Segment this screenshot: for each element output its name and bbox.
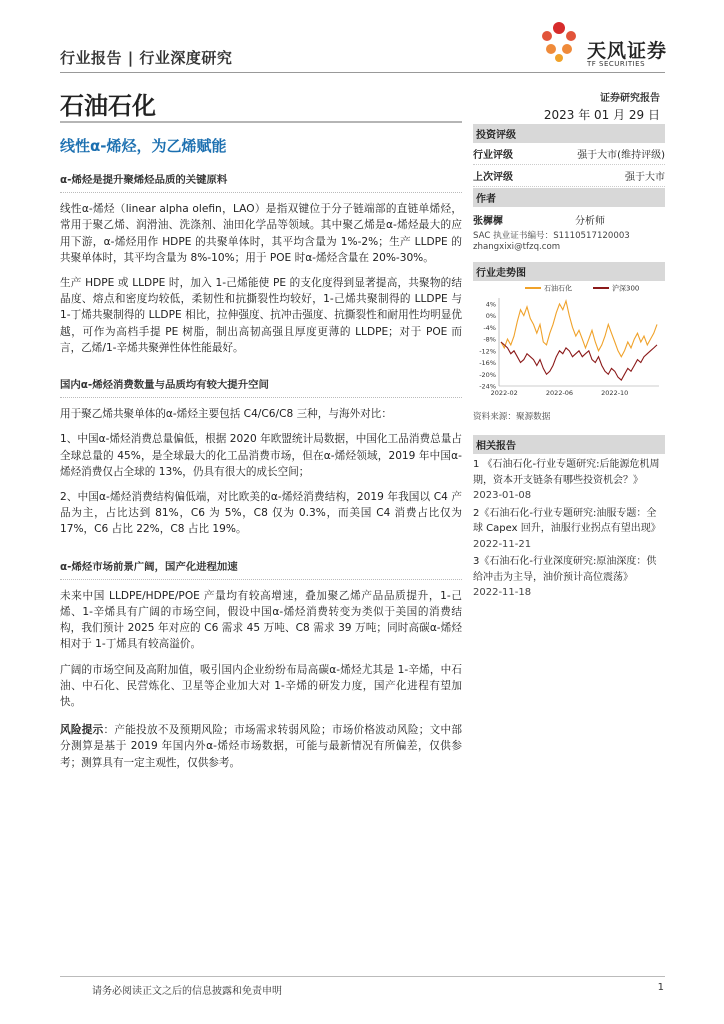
rating-heading: 投资评级: [473, 124, 665, 143]
x-tick-label: 2022-02: [490, 389, 518, 397]
section-heading: 国内α-烯烃消费数量与品质均有较大提升空间: [60, 377, 462, 398]
brand-subname: TF SECURITIES: [587, 60, 646, 68]
rating-row: [473, 165, 665, 187]
doc-type: 行业报告 | 行业深度研究: [60, 49, 233, 67]
risk-warning: [60, 722, 462, 771]
analyst-title: 分析师: [575, 216, 605, 227]
title-divider: [60, 121, 462, 123]
y-tick-label: -24%: [479, 382, 496, 391]
related-report-date: 2023-01-08: [473, 490, 532, 501]
y-tick-label: -8%: [483, 335, 496, 344]
analyst-email[interactable]: zhangxixi@tfzq.com: [473, 242, 561, 252]
brand-logo-icon: [534, 16, 584, 66]
y-tick-label: -12%: [479, 347, 496, 356]
section-heading: α-烯烃是提升聚烯烃品质的关键原料: [60, 172, 462, 193]
rating-value: 强于大市(维持评级): [577, 150, 665, 161]
legend-label: 石油石化: [544, 284, 572, 293]
header-divider: [60, 72, 665, 73]
paragraph: 用于聚乙烯共聚单体的α-烯烃主要包括 C4/C6/C8 三种，与海外对比：: [60, 408, 392, 421]
report-subtitle: 线性α-烯烃，为乙烯赋能: [60, 137, 227, 155]
trend-heading: 行业走势图: [473, 262, 665, 281]
rating-box: [473, 124, 665, 187]
paragraph: 未来中国 LLDPE/HDPE/POE 产量均有较高增速，叠加聚乙烯产品品质提升，1-己烯、1-辛烯具有广阔的市场空间，假设中国α-烯烃消费转变为类似于美国的消费结构，我们预计 2025 年对应的 C6 需求 45 万吨、C8 需求 39 万吨；同时高碳α-烯烃相对于 1-丁烯具有较高溢价。: [60, 589, 462, 651]
report-date: 2023 年 01 月 29 日: [543, 108, 660, 122]
paragraph: 生产 HDPE 或 LLDPE 时，加入 1-己烯能使 PE 的支化度得到显著提高，共聚物的结晶度、熔点和密度均较低，柔韧性和抗撕裂性均较好，1-己烯共聚制得的 LLDPE 与 1-丁烯共聚制得的 LLDPE 相比，拉伸强度、抗冲击强度、抗撕裂性和耐用性均明显优越，可作为高档手提 PE 树脂，制出高韧高强且厚度更薄的 LLDPE；对于 POE 而言，乙烯/1-辛烯共聚弹性体性能最好。: [60, 277, 462, 354]
analyst-name: 张樨樨: [473, 216, 503, 227]
y-tick-label: 4%: [485, 300, 496, 309]
analyst-row: [473, 207, 665, 227]
section-heading: α-烯烃市场前景广阔，国产化进程加速: [60, 559, 462, 580]
x-tick-label: 2022-06: [545, 389, 574, 397]
series-line-2: [501, 342, 657, 380]
related-heading: 相关报告: [473, 435, 665, 454]
analyst-sac: SAC 执业证书编号：S1110517120003: [473, 231, 630, 241]
trend-box: [473, 262, 665, 281]
x-tick-label: 2022-10: [601, 389, 629, 397]
y-tick-label: -16%: [479, 359, 496, 368]
y-tick-label: -4%: [483, 323, 496, 332]
footer-divider: [60, 976, 665, 977]
rating-row: [473, 143, 665, 165]
related-report-date: 2022-11-21: [473, 538, 532, 550]
paragraph: 线性α-烯烃（linear alpha olefin，LAO）是指双键位于分子链端部的直链单烯烃，常用于聚乙烯、润滑油、洗涤剂、油田化学品等领域。其中聚乙烯是α-烯烃最大的应用下游，α-烯烃用作 HDPE 的共聚单体时，其平均含量为 1%-2%；生产 LLDPE 的共聚单体时，其平均含量为 8%-10%；用于 POE 时α-烯烃含量在 20%-30%。: [60, 203, 462, 264]
author-heading: 作者: [473, 188, 665, 207]
series-line-1: [501, 301, 657, 357]
legend-label: 沪深300: [612, 284, 640, 293]
brand-name: 天风证券: [587, 40, 668, 62]
rating-value: 强于大市: [625, 172, 665, 183]
related-report-date: 2022-11-18: [473, 587, 532, 598]
paragraph: 2、中国α-烯烃消费结构偏低端，对比欧美的α-烯烃消费结构，2019 年我国以 C4 产品为主，占比达到 81%，C6 为 5%，C8 仅为 0.3%，而美国 C4 消费占比仅为 17%，C6 占比 22%，C8 占比 19%。: [60, 491, 462, 536]
industry-title: 石油石化: [60, 92, 156, 120]
section-domestic-demand: [60, 377, 462, 538]
report-kind: 证券研究报告: [600, 93, 660, 104]
related-report-title[interactable]: 3《石油石化-行业深度研究:原油深度：供给冲击为主导，油价预计高位震荡》: [473, 556, 657, 583]
related-report-item[interactable]: [473, 506, 665, 553]
related-box: [473, 435, 665, 603]
author-box: [473, 188, 665, 252]
related-report-title[interactable]: 2《石油石化-行业专题研究:油服专题：全球 Capex 回升，油服行业拐点有望出现》: [473, 507, 661, 534]
page-number: 1: [657, 982, 664, 993]
related-report-title[interactable]: 1 《石油石化-行业专题研究:后能源危机周期，资本开支链条有哪些投资机会？》: [473, 459, 660, 486]
section-market-outlook: [60, 559, 462, 711]
industry-trend-chart: [473, 280, 665, 400]
related-report-item[interactable]: [473, 554, 665, 601]
risk-text: ：产能投放不及预期风险；市场需求转弱风险；市场价格波动风险；文中部分测算是基于 2019 年国内外α-烯烃市场数据，可能与最新情况有所偏差，仅供参考；测算具有一定主观性，仅供参考。: [60, 724, 463, 769]
main-body: [60, 172, 462, 780]
rating-label: 上次评级: [473, 172, 513, 183]
footer-disclaimer[interactable]: 请务必阅读正文之后的信息披露和免责申明: [92, 986, 282, 997]
paragraph: 广阔的市场空间及高附加值，吸引国内企业纷纷布局高碳α-烯烃尤其是 1-辛烯，中石油、中石化、民营炼化、卫星等企业加大对 1-辛烯的研发力度，国产化进程有望加快。: [60, 663, 462, 709]
chart-source: 资料来源：聚源数据: [473, 412, 551, 422]
y-tick-label: -20%: [479, 370, 496, 379]
y-tick-label: 0%: [485, 312, 496, 321]
related-report-item[interactable]: [473, 457, 665, 504]
paragraph: 1、中国α-烯烃消费总量偏低，根据 2020 年欧盟统计局数据，中国化工品消费总量占全球总量的 45%，是全球最大的化工品消费市场，但在α-烯烃领域，2019 年中国α-烯烃消费仅占全球的 13%，仍具有很大的成长空间；: [60, 433, 462, 478]
risk-label: 风险提示: [60, 724, 104, 737]
section-lao-feedstock: [60, 172, 462, 356]
rating-label: 行业评级: [473, 150, 513, 161]
